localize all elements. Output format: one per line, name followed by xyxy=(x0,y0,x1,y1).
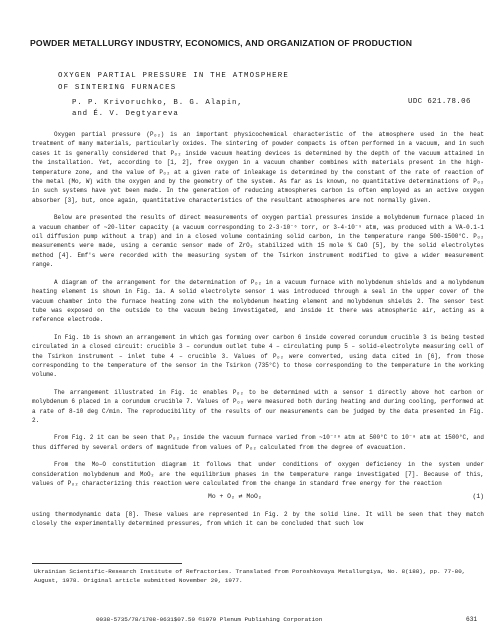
article-authors xyxy=(72,98,372,120)
footnote-divider xyxy=(32,563,182,564)
equation-number: (1) xyxy=(472,493,484,501)
article-body xyxy=(32,130,484,537)
article-title xyxy=(58,70,478,94)
equation-text: Mo + O₂ ⇄ MoO₂ xyxy=(208,493,262,501)
paragraph-2: Below are presented the results of direct measurements of oxygen partial pressures inside a molybdenum furnace placed in a vacuum chamber of ~20-liter capacity (a vacuum corresponding to 2-3·10⁻⁶ torr, or 3-4·10⁻⁹ atm, was produced with a VA-0.1-1 oil diffusion pump without a trap) and in a closed volume containing solid carbon, in the temperature range 500-1500°C. Pₒ₂ measurements were made, using a ceramic sensor made of ZrO₂ stabilized with 15 mole % CaO [5], by the solid electrolytes method [4]. Emf's were recorded with the measuring system of the Tsirkon instrument modified to give a wider measurement range. xyxy=(32,214,484,269)
equation-1 xyxy=(32,492,484,501)
paragraph-1: Oxygen partial pressure (Pₒ₂) is an important physicochemical characteristic of the atmosphere used in the heat treatment of many materials, particularly oxides. The sintering of powder compacts is often performed in a vacuum, and in such cases it is generally considered that Pₒ₂ inside vacuum heating devices is determined by the depth of the vacuum attained in the installation. Yet, according to [1, 2], free oxygen in a vacuum chamber combines with materials present in the high-temperature zone, and the value of Pₒ₂ at a given rate of inleakage is determined by the constant of the rate of reaction of the metal (Mo, W) with the oxygen and by the geometry of the system. As far as is known, no quantitative determinations of Pₒ₂ in such systems have yet been made. In the generation of reducing atmospheres carbon is often employed as an active oxygen absorber [3], but, once again, quantitative characteristics of the resultant atmospheres are not normally given. xyxy=(32,131,484,204)
footnote: Ukrainian Scientific-Research Institute of Refractories. Translated from Poroshkovaya Metallurgiya, No. 8(188), pp. 77-80, August, 1978. Original article submitted November 29, 1977. xyxy=(34,568,466,584)
paragraph-6: From Fig. 2 it can be seen that Pₒ₂ inside the vacuum furnace varied from ~10⁻²⁸ atm at 500°C to 10⁻⁸ atm at 1500°C, and thus differed by several orders of magnitude from values of Pₒ₂ calculated from the degree of evacuation. xyxy=(32,434,484,451)
article-title-line-1: OXYGEN PARTIAL PRESSURE IN THE ATMOSPHERE xyxy=(58,72,290,80)
copyright-line: 0038-5735/78/1708-0631$07.50 ©1979 Plenum Publishing Corporation xyxy=(96,616,323,623)
paragraph-5: The arrangement illustrated in Fig. 1c enables Pₒ₂ to be determined with a sensor 1 directly above hot carbon or molybdenum 6 placed in a corundum crucible 7. Values of Pₒ₂ were measured both during heating and during cooling, performed at a rate of 8-10 deg C/min. The reproducibility of the results of our measurements can be judged by the data presented in Fig. 2. xyxy=(32,388,484,424)
paragraph-8: using thermodynamic data [8]. These values are represented in Fig. 2 by the solid line. It will be seen that they match closely the experimentally determined pressures, from which it can be concluded that such low xyxy=(32,510,484,528)
paragraph-7: From the Mo–O constitution diagram it follows that under conditions of oxygen deficiency in the system under consideration molybdenum and MoO₂ are the equilibrium phases in the temperature range investigated [7]. Because of this, values of Pₒ₂ characterizing this reaction were calculated from the change in standard free energy for the reaction xyxy=(32,461,484,487)
authors-line-1: P. P. Krivoruchko, B. G. Alapin, xyxy=(72,99,243,107)
section-header: POWDER METALLURGY INDUSTRY, ECONOMICS, AND ORGANIZATION OF PRODUCTION xyxy=(30,38,413,48)
udc-code: UDC 621.78.06 xyxy=(408,98,471,106)
paragraph-3: A diagram of the arrangement for the determination of Pₒ₂ in a vacuum furnace with molybdenum shields and a molybdenum heating element is shown in Fig. 1a. A solid electrolyte sensor 1 was introduced through a seal in the upper cover of the vacuum chamber into the furnace heating zone with the molybdenum heating element and molybdenum shields 2. The sensor test tube was exposed on the outside to the vacuum being investigated, and inside it there was atmospheric air, acting as a reference electrode. xyxy=(32,278,484,324)
paragraph-4: In Fig. 1b is shown an arrangement in which gas forming over carbon 6 inside covered corundum crucible 3 is being tested circulated in a closed circuit: crucible 3 – corundum outlet tube 4 – circulating pump 5 – solid-electrolyte measuring cell of the Tsirkon instrument – inlet tube 4 – crucible 3. Values of Pₒ₂ were converted, using data cited in [6], from those corresponding to the temperature of the sensor in the Tsirkon (735°C) to those corresponding to the temperature in the working volume. xyxy=(32,333,484,379)
authors-line-2: and É. V. Degtyareva xyxy=(72,110,179,118)
page-number: 631 xyxy=(466,616,478,623)
article-title-line-2: OF SINTERING FURNACES xyxy=(58,84,177,92)
